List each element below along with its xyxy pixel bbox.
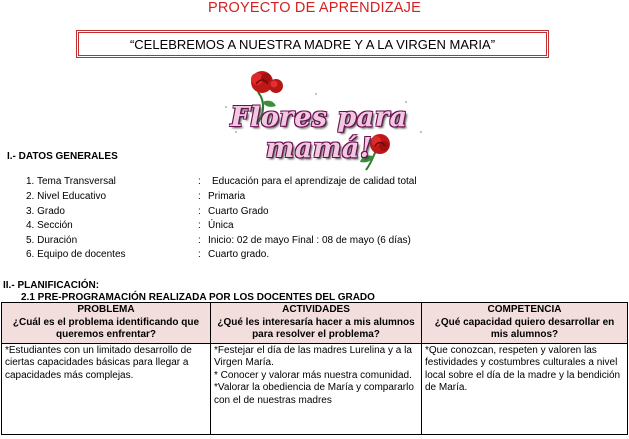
datos-item-label: 6. Equipo de docentes: [26, 249, 126, 260]
table-header-row: [2, 303, 628, 344]
datos-item-separator: :: [198, 235, 201, 246]
datos-item-value: Primaria: [208, 191, 246, 202]
datos-item-value: Cuarto Grado: [208, 206, 269, 217]
planificacion-heading: II.- PLANIFICACIÓN:: [3, 280, 100, 291]
datos-item-separator: :: [198, 191, 201, 202]
project-name: “CELEBREMOS A NUESTRA MADRE Y A LA VIRGEN MARIA”: [129, 36, 496, 52]
datos-item-label: 5. Duración: [26, 235, 78, 246]
datos-item-separator: :: [198, 220, 201, 231]
actividad-item: *Festejar el día de las madres Lurelina y a la Virgen María.: [214, 344, 412, 368]
problema-header: PROBLEMA ¿Cuál es el problema identificando que queremos enfrentar?: [2, 303, 211, 344]
problema-cell: *Estudiantes con un limitado desarrollo de ciertas capacidades básicas para llegar a capacidades más complejas.: [2, 343, 211, 434]
datos-item-label: 1. Tema Transversal: [26, 176, 116, 187]
actividades-cell: [211, 343, 422, 434]
datos-item-separator: :: [198, 206, 201, 217]
document-title: PROYECTO DE APRENDIZAJE: [207, 0, 422, 16]
datos-item-value: Inicio: 02 de mayo Final : 08 de mayo (6 días): [208, 235, 411, 246]
preprogramacion-subheading: 2.1 PRE-PROGRAMACIÓN REALIZADA POR LOS DOCENTES DEL GRADO: [21, 292, 375, 303]
flowers-logo: [196, 62, 442, 172]
actividad-item: * Conocer y valorar más nuestra comunidad.: [214, 369, 412, 381]
datos-item-value: Única: [208, 220, 234, 231]
table-row: [2, 343, 628, 434]
datos-item-separator: :: [198, 249, 201, 260]
project-name-box: [76, 30, 549, 58]
datos-generales-heading: I.- DATOS GENERALES: [7, 151, 118, 162]
datos-item-value: Educación para el aprendizaje de calidad total: [212, 176, 417, 187]
competencia-header: COMPETENCIA ¿Qué capacidad quiero desarrollar en mis alumnos?: [422, 303, 628, 344]
datos-item-separator: :: [198, 176, 201, 187]
actividad-item: *Valorar la obediencia de María y compararlo con el de nuestras madres: [214, 382, 414, 406]
datos-item-label: 2. Nivel Educativo: [26, 191, 107, 202]
datos-item-label: 4. Sección: [26, 220, 73, 231]
planning-table: [1, 302, 628, 435]
actividades-header: ACTIVIDADES ¿Qué les interesaría hacer a mis alumnos para resolver el problema?: [211, 303, 422, 344]
logo-text: Flores para mamá!: [230, 102, 408, 164]
datos-item-value: Cuarto grado.: [208, 249, 270, 260]
competencia-cell: *Que conozcan, respeten y valoren las festividades y costumbres culturales a nivel local sobre el día de la madre y la bendición de María.: [422, 343, 628, 434]
datos-item-label: 3. Grado: [26, 206, 65, 217]
